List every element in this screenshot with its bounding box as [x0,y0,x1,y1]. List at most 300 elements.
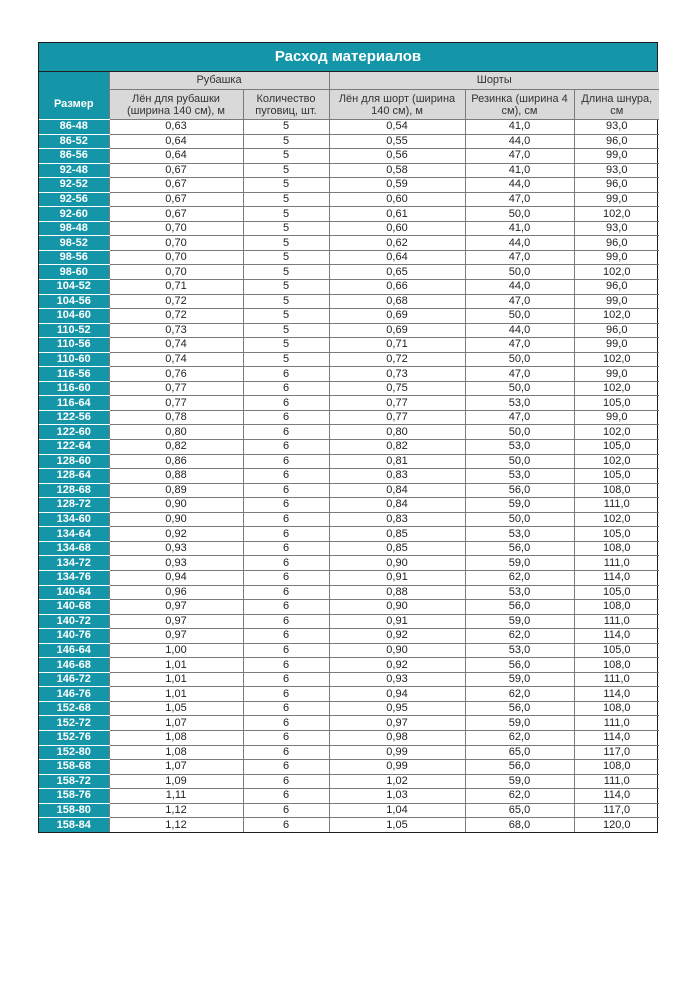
cord-cell: 93,0 [574,221,659,236]
materials-sheet [38,42,658,833]
shirt-linen-cell: 0,92 [109,527,243,542]
shorts-linen-cell: 0,71 [329,338,465,353]
buttons-cell: 6 [243,440,329,455]
elastic-cell: 56,0 [465,701,574,716]
size-cell: 116-64 [39,396,109,411]
size-cell: 104-52 [39,280,109,295]
elastic-cell: 62,0 [465,789,574,804]
buttons-cell: 5 [243,192,329,207]
elastic-cell: 44,0 [465,323,574,338]
buttons-cell: 6 [243,425,329,440]
shirt-linen-cell: 0,76 [109,367,243,382]
size-cell: 110-60 [39,352,109,367]
shorts-linen-cell: 0,85 [329,541,465,556]
cord-cell: 102,0 [574,309,659,324]
table-row [39,221,659,236]
shirt-linen-cell: 1,08 [109,745,243,760]
elastic-cell: 47,0 [465,367,574,382]
size-cell: 134-72 [39,556,109,571]
elastic-cell: 59,0 [465,556,574,571]
shirt-linen-cell: 0,90 [109,498,243,513]
table-row [39,134,659,149]
shirt-linen-cell: 0,93 [109,541,243,556]
size-cell: 134-60 [39,512,109,527]
table-row [39,367,659,382]
shirt-linen-cell: 0,88 [109,469,243,484]
column-header-buttons: Количество пуговиц, шт. [243,90,329,120]
cord-cell: 111,0 [574,556,659,571]
shorts-linen-cell: 0,75 [329,381,465,396]
shorts-linen-cell: 0,99 [329,745,465,760]
size-header-spacer [39,72,109,90]
buttons-cell: 5 [243,178,329,193]
table-row [39,789,659,804]
buttons-cell: 5 [243,221,329,236]
table-row [39,338,659,353]
column-header-cord: Длина шнура, см [574,90,659,120]
table-row [39,730,659,745]
buttons-cell: 6 [243,774,329,789]
buttons-cell: 5 [243,294,329,309]
shorts-linen-cell: 0,80 [329,425,465,440]
shirt-linen-cell: 1,01 [109,672,243,687]
cord-cell: 102,0 [574,454,659,469]
elastic-cell: 62,0 [465,730,574,745]
cord-cell: 102,0 [574,425,659,440]
table-title: Расход материалов [39,43,657,72]
cord-cell: 111,0 [574,498,659,513]
group-header-row [39,72,659,90]
table-row [39,178,659,193]
shirt-linen-cell: 1,11 [109,789,243,804]
size-cell: 140-76 [39,629,109,644]
shorts-linen-cell: 0,77 [329,396,465,411]
size-cell: 128-60 [39,454,109,469]
size-cell: 116-56 [39,367,109,382]
elastic-cell: 62,0 [465,629,574,644]
cord-cell: 105,0 [574,469,659,484]
size-cell: 104-60 [39,309,109,324]
buttons-cell: 5 [243,323,329,338]
size-cell: 92-52 [39,178,109,193]
size-cell: 128-64 [39,469,109,484]
shirt-linen-cell: 0,90 [109,512,243,527]
table-row [39,745,659,760]
size-cell: 134-64 [39,527,109,542]
shorts-linen-cell: 1,04 [329,803,465,818]
elastic-cell: 50,0 [465,352,574,367]
buttons-cell: 5 [243,280,329,295]
elastic-cell: 47,0 [465,410,574,425]
buttons-cell: 6 [243,600,329,615]
buttons-cell: 6 [243,730,329,745]
shorts-linen-cell: 0,62 [329,236,465,251]
size-cell: 146-72 [39,672,109,687]
elastic-cell: 59,0 [465,672,574,687]
size-cell: 158-84 [39,818,109,832]
shorts-linen-cell: 0,91 [329,614,465,629]
shirt-linen-cell: 0,94 [109,570,243,585]
buttons-cell: 6 [243,745,329,760]
shorts-linen-cell: 1,02 [329,774,465,789]
cord-cell: 96,0 [574,178,659,193]
table-row [39,381,659,396]
elastic-cell: 50,0 [465,425,574,440]
buttons-cell: 5 [243,120,329,135]
cord-cell: 102,0 [574,207,659,222]
shirt-linen-cell: 0,97 [109,600,243,615]
cord-cell: 99,0 [574,367,659,382]
elastic-cell: 59,0 [465,498,574,513]
column-header-size: Размер [39,90,109,120]
shirt-linen-cell: 0,64 [109,149,243,164]
table-row [39,512,659,527]
shorts-linen-cell: 0,81 [329,454,465,469]
shirt-linen-cell: 1,00 [109,643,243,658]
cord-cell: 102,0 [574,265,659,280]
buttons-cell: 6 [243,498,329,513]
table-row [39,541,659,556]
size-cell: 152-72 [39,716,109,731]
buttons-cell: 6 [243,760,329,775]
size-cell: 134-68 [39,541,109,556]
group-header-shorts: Шорты [329,72,659,90]
shirt-linen-cell: 1,07 [109,760,243,775]
table-row [39,410,659,425]
cord-cell: 99,0 [574,192,659,207]
table-row [39,629,659,644]
elastic-cell: 50,0 [465,381,574,396]
shorts-linen-cell: 0,61 [329,207,465,222]
shorts-linen-cell: 0,65 [329,265,465,280]
table-row [39,585,659,600]
shirt-linen-cell: 1,09 [109,774,243,789]
cord-cell: 99,0 [574,149,659,164]
cord-cell: 99,0 [574,338,659,353]
table-row [39,120,659,135]
buttons-cell: 6 [243,454,329,469]
elastic-cell: 56,0 [465,658,574,673]
table-row [39,323,659,338]
buttons-cell: 6 [243,556,329,571]
column-header-shirt-linen: Лён для рубашки (ширина 140 см), м [109,90,243,120]
elastic-cell: 53,0 [465,643,574,658]
elastic-cell: 59,0 [465,774,574,789]
buttons-cell: 6 [243,381,329,396]
cord-cell: 105,0 [574,440,659,455]
buttons-cell: 6 [243,658,329,673]
shirt-linen-cell: 0,96 [109,585,243,600]
shirt-linen-cell: 1,01 [109,687,243,702]
buttons-cell: 5 [243,309,329,324]
shirt-linen-cell: 0,74 [109,338,243,353]
buttons-cell: 6 [243,803,329,818]
elastic-cell: 41,0 [465,120,574,135]
shirt-linen-cell: 0,74 [109,352,243,367]
column-header-shorts-linen: Лён для шорт (ширина 140 см), м [329,90,465,120]
table-row [39,149,659,164]
elastic-cell: 44,0 [465,178,574,193]
shorts-linen-cell: 0,69 [329,309,465,324]
shirt-linen-cell: 1,07 [109,716,243,731]
buttons-cell: 6 [243,687,329,702]
size-cell: 122-56 [39,410,109,425]
shirt-linen-cell: 0,71 [109,280,243,295]
shorts-linen-cell: 0,92 [329,658,465,673]
size-cell: 152-68 [39,701,109,716]
buttons-cell: 5 [243,134,329,149]
shorts-linen-cell: 0,58 [329,163,465,178]
buttons-cell: 5 [243,149,329,164]
table-row [39,236,659,251]
buttons-cell: 5 [243,265,329,280]
cord-cell: 117,0 [574,745,659,760]
cord-cell: 96,0 [574,236,659,251]
shirt-linen-cell: 0,64 [109,134,243,149]
shorts-linen-cell: 0,56 [329,149,465,164]
buttons-cell: 6 [243,629,329,644]
shorts-linen-cell: 0,82 [329,440,465,455]
size-cell: 152-76 [39,730,109,745]
buttons-cell: 5 [243,207,329,222]
shirt-linen-cell: 1,05 [109,701,243,716]
elastic-cell: 62,0 [465,687,574,702]
size-cell: 122-60 [39,425,109,440]
table-row [39,701,659,716]
table-row [39,309,659,324]
shirt-linen-cell: 0,70 [109,250,243,265]
shorts-linen-cell: 0,84 [329,483,465,498]
shirt-linen-cell: 0,93 [109,556,243,571]
table-row [39,207,659,222]
elastic-cell: 44,0 [465,236,574,251]
size-cell: 92-56 [39,192,109,207]
table-row [39,687,659,702]
size-cell: 140-72 [39,614,109,629]
shorts-linen-cell: 0,69 [329,323,465,338]
cord-cell: 105,0 [574,585,659,600]
cord-cell: 108,0 [574,658,659,673]
shorts-linen-cell: 0,90 [329,643,465,658]
shorts-linen-cell: 0,60 [329,192,465,207]
shirt-linen-cell: 0,80 [109,425,243,440]
elastic-cell: 56,0 [465,600,574,615]
size-cell: 146-68 [39,658,109,673]
shorts-linen-cell: 0,85 [329,527,465,542]
materials-table [39,72,659,832]
shirt-linen-cell: 0,97 [109,629,243,644]
shorts-linen-cell: 1,05 [329,818,465,832]
shirt-linen-cell: 0,72 [109,294,243,309]
table-row [39,163,659,178]
size-cell: 134-76 [39,570,109,585]
table-row [39,716,659,731]
cord-cell: 102,0 [574,512,659,527]
size-cell: 128-72 [39,498,109,513]
shorts-linen-cell: 0,66 [329,280,465,295]
size-cell: 140-64 [39,585,109,600]
table-row [39,192,659,207]
size-cell: 158-80 [39,803,109,818]
elastic-cell: 53,0 [465,440,574,455]
table-row [39,818,659,832]
size-cell: 158-68 [39,760,109,775]
elastic-cell: 53,0 [465,396,574,411]
shorts-linen-cell: 0,98 [329,730,465,745]
table-row [39,396,659,411]
elastic-cell: 50,0 [465,512,574,527]
shirt-linen-cell: 0,97 [109,614,243,629]
shirt-linen-cell: 1,08 [109,730,243,745]
size-cell: 98-48 [39,221,109,236]
shorts-linen-cell: 0,88 [329,585,465,600]
size-cell: 152-80 [39,745,109,760]
size-cell: 98-60 [39,265,109,280]
shorts-linen-cell: 1,03 [329,789,465,804]
elastic-cell: 50,0 [465,207,574,222]
table-row [39,425,659,440]
size-cell: 110-56 [39,338,109,353]
buttons-cell: 6 [243,570,329,585]
table-row [39,498,659,513]
table-row [39,643,659,658]
elastic-cell: 50,0 [465,454,574,469]
buttons-cell: 6 [243,716,329,731]
shorts-linen-cell: 0,97 [329,716,465,731]
shorts-linen-cell: 0,54 [329,120,465,135]
cord-cell: 93,0 [574,120,659,135]
buttons-cell: 5 [243,352,329,367]
size-cell: 86-56 [39,149,109,164]
shorts-linen-cell: 0,90 [329,556,465,571]
table-row [39,483,659,498]
cord-cell: 96,0 [574,280,659,295]
elastic-cell: 41,0 [465,221,574,236]
buttons-cell: 6 [243,541,329,556]
cord-cell: 96,0 [574,323,659,338]
shirt-linen-cell: 0,70 [109,265,243,280]
cord-cell: 99,0 [574,294,659,309]
shirt-linen-cell: 0,67 [109,207,243,222]
shirt-linen-cell: 1,12 [109,818,243,832]
buttons-cell: 6 [243,818,329,832]
buttons-cell: 6 [243,789,329,804]
shirt-linen-cell: 0,77 [109,396,243,411]
shorts-linen-cell: 0,92 [329,629,465,644]
shirt-linen-cell: 0,72 [109,309,243,324]
shirt-linen-cell: 0,70 [109,221,243,236]
buttons-cell: 6 [243,512,329,527]
shorts-linen-cell: 0,83 [329,469,465,484]
cord-cell: 114,0 [574,687,659,702]
shirt-linen-cell: 0,67 [109,163,243,178]
cord-cell: 114,0 [574,629,659,644]
cord-cell: 96,0 [574,134,659,149]
size-cell: 110-52 [39,323,109,338]
table-row [39,672,659,687]
column-header-row [39,90,659,120]
elastic-cell: 59,0 [465,716,574,731]
shorts-linen-cell: 0,91 [329,570,465,585]
shirt-linen-cell: 0,86 [109,454,243,469]
table-row [39,803,659,818]
buttons-cell: 5 [243,163,329,178]
shorts-linen-cell: 0,77 [329,410,465,425]
shorts-linen-cell: 0,73 [329,367,465,382]
cord-cell: 111,0 [574,716,659,731]
elastic-cell: 59,0 [465,614,574,629]
shirt-linen-cell: 0,67 [109,178,243,193]
shirt-linen-cell: 0,78 [109,410,243,425]
buttons-cell: 6 [243,483,329,498]
shorts-linen-cell: 0,94 [329,687,465,702]
shirt-linen-cell: 0,82 [109,440,243,455]
size-cell: 146-64 [39,643,109,658]
group-header-shirt: Рубашка [109,72,329,90]
elastic-cell: 53,0 [465,527,574,542]
elastic-cell: 50,0 [465,309,574,324]
size-cell: 128-68 [39,483,109,498]
table-row [39,265,659,280]
cord-cell: 99,0 [574,250,659,265]
table-row [39,280,659,295]
table-row [39,570,659,585]
elastic-cell: 65,0 [465,745,574,760]
shirt-linen-cell: 0,73 [109,323,243,338]
cord-cell: 99,0 [574,410,659,425]
buttons-cell: 6 [243,585,329,600]
table-row [39,454,659,469]
elastic-cell: 62,0 [465,570,574,585]
buttons-cell: 6 [243,672,329,687]
cord-cell: 111,0 [574,774,659,789]
cord-cell: 108,0 [574,760,659,775]
buttons-cell: 6 [243,367,329,382]
buttons-cell: 6 [243,410,329,425]
size-cell: 92-48 [39,163,109,178]
size-cell: 86-48 [39,120,109,135]
shirt-linen-cell: 0,70 [109,236,243,251]
buttons-cell: 5 [243,250,329,265]
cord-cell: 102,0 [574,352,659,367]
size-cell: 92-60 [39,207,109,222]
shorts-linen-cell: 0,55 [329,134,465,149]
cord-cell: 108,0 [574,483,659,498]
elastic-cell: 47,0 [465,192,574,207]
size-cell: 86-52 [39,134,109,149]
shorts-linen-cell: 0,84 [329,498,465,513]
shorts-linen-cell: 0,60 [329,221,465,236]
elastic-cell: 47,0 [465,250,574,265]
table-row [39,614,659,629]
table-row [39,352,659,367]
elastic-cell: 56,0 [465,760,574,775]
elastic-cell: 44,0 [465,280,574,295]
cord-cell: 114,0 [574,730,659,745]
buttons-cell: 5 [243,338,329,353]
cord-cell: 120,0 [574,818,659,832]
shorts-linen-cell: 0,99 [329,760,465,775]
shirt-linen-cell: 0,77 [109,381,243,396]
size-cell: 158-72 [39,774,109,789]
elastic-cell: 56,0 [465,541,574,556]
buttons-cell: 6 [243,527,329,542]
table-row [39,294,659,309]
shorts-linen-cell: 0,90 [329,600,465,615]
cord-cell: 111,0 [574,614,659,629]
cord-cell: 114,0 [574,789,659,804]
shorts-linen-cell: 0,64 [329,250,465,265]
